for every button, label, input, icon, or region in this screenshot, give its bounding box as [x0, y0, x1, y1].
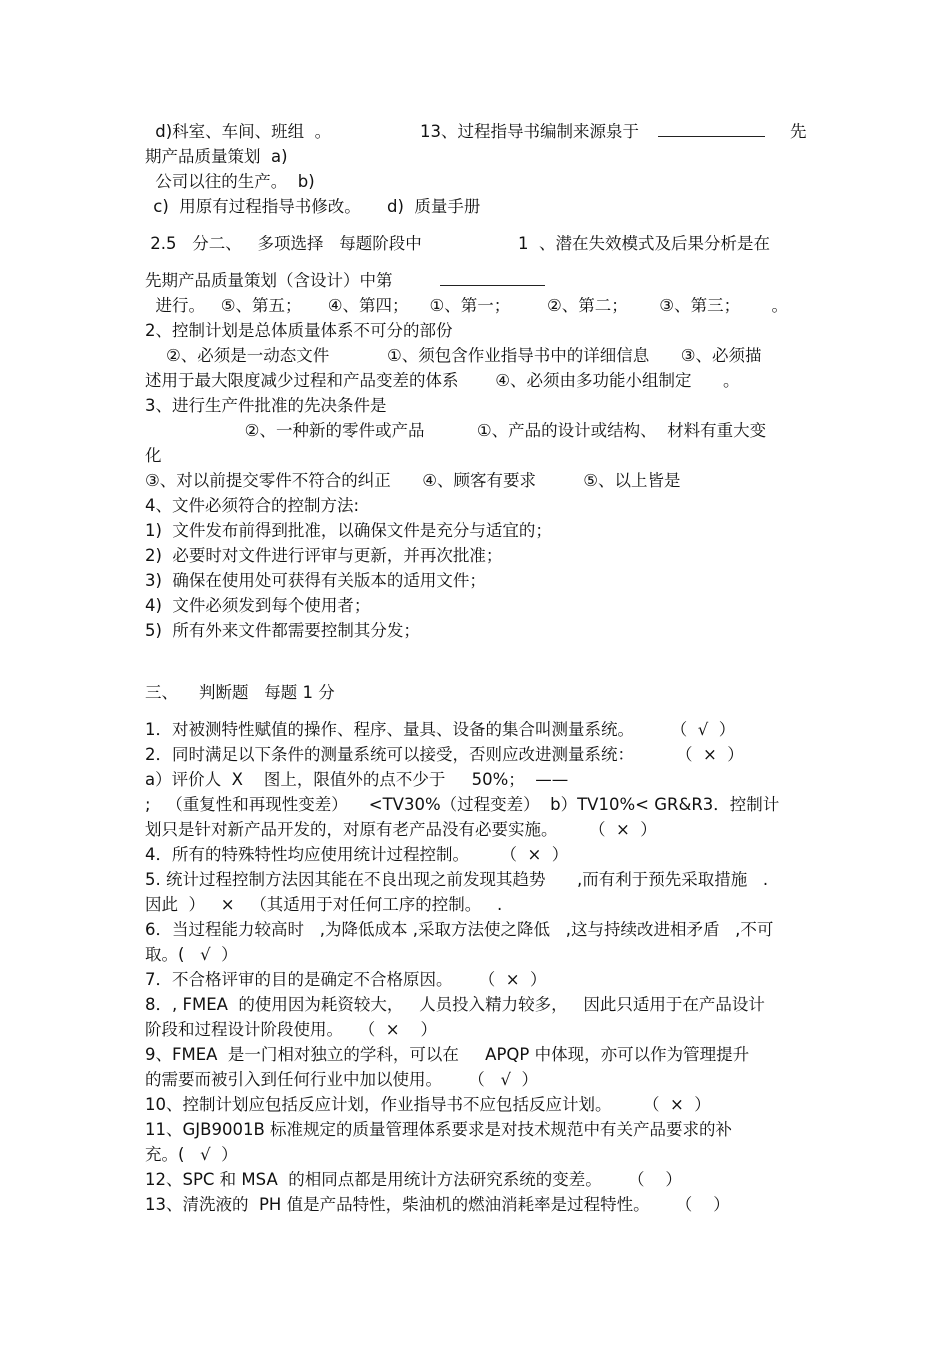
text-line-43: 13、清洗液的 PH 值是产品特性，柴油机的燃油消耗率是过程特性。 （ ）	[145, 1195, 730, 1214]
text-line-14: ②、一种新的零件或产品 ①、产品的设计或结构、 材料有重大变	[145, 421, 767, 440]
text-line-0: d)科室、车间、班组 。	[150, 122, 332, 141]
text-line-4: 公司以往的生产。 b)	[150, 172, 315, 191]
text-line-21: 4) 文件必须发到每个使用者；	[145, 596, 371, 615]
text-line-41: 充。( √ ）	[145, 1145, 238, 1164]
text-line-27: ; （重复性和再现性变差） <TV30%（过程变差） b）TV10%< GR&R3．控制计	[145, 795, 780, 814]
text-line-11: ②、必须是一动态文件 ①、须包含作业指导书中的详细信息 ③、必须描	[145, 346, 762, 365]
text-line-17: 4、文件必须符合的控制方法:	[145, 496, 360, 515]
text-line-32: 6．当过程能力较高时 ,为降低成本 ,采取方法使之降低 ,这与持续改进相矛盾 ,不可	[145, 920, 774, 939]
text-line-8: 先期产品质量策划（含设计）中第	[145, 271, 393, 290]
text-line-31: 因此 ） × （其适用于对任何工序的控制。 .	[145, 895, 503, 914]
text-line-35: 8．, FMEA 的使用因为耗资较大， 人员投入精力较多， 因此只适用于在产品设计	[145, 995, 765, 1014]
section-heading-true-false: 三、 判断题 每题 1 分	[145, 683, 335, 702]
text-line-3: 期产品质量策划 a)	[145, 147, 288, 166]
text-line-5: c) 用原有过程指导书修改。 d) 质量手册	[148, 197, 481, 216]
text-line-36: 阶段和过程设计阶段使用。 （ × ）	[145, 1020, 438, 1039]
text-line-9: 进行。 ⑤、第五； ④、第四； ①、第一； ②、第二； ③、第三； 。	[145, 296, 789, 315]
section-heading-multiple-choice: 2.5 分二、 多项选择 每题阶段中	[145, 234, 422, 253]
text-line-16: ③、对以前提交零件不符合的纠正 ④、顾客有要求 ⑤、以上皆是	[145, 471, 681, 490]
text-line-24: 1．对被测特性赋值的操作、程序、量具、设备的集合叫测量系统。 （ √ ）	[145, 720, 736, 739]
text-line-37: 9、FMEA 是一门相对独立的学科，可以在 APQP 中体现，亦可以作为管理提升	[145, 1045, 750, 1064]
answer-blank-13	[658, 122, 765, 137]
text-line-42: 12、SPC 和 MSA 的相同点都是用统计方法研究系统的变差。 （ ）	[145, 1170, 682, 1189]
text-line-40: 11、GJB9001B 标准规定的质量管理体系要求是对技术规范中有关产品要求的补	[145, 1120, 733, 1139]
text-line-30: 5. 统计过程控制方法因其能在不良出现之前发现其趋势 ,而有利于预先采取措施 .	[145, 870, 769, 889]
text-line-10: 2、控制计划是总体质量体系不可分的部份	[145, 321, 453, 340]
text-line-28: 划只是针对新产品开发的，对原有老产品没有必要实施。 （ × ）	[145, 820, 657, 839]
text-line-25: 2．同时满足以下条件的测量系统可以接受，否则应改进测量系统： （ × ）	[145, 745, 744, 764]
text-line-20: 3) 确保在使用处可获得有关版本的适用文件；	[145, 571, 486, 590]
text-line-18: 1) 文件发布前得到批准，以确保文件是充分与适宜的；	[145, 521, 552, 540]
text-line-34: 7．不合格评审的目的是确定不合格原因。 （ × ）	[145, 970, 547, 989]
text-line-29: 4．所有的特殊特性均应使用统计过程控制。 （ × ）	[145, 845, 569, 864]
text-line-15: 化	[145, 446, 162, 465]
text-line-2: 先	[790, 122, 807, 141]
text-line-33: 取。( √ ）	[145, 945, 238, 964]
text-line-39: 10、控制计划应包括反应计划，作业指导书不应包括反应计划。 （ × ）	[145, 1095, 711, 1114]
text-line-19: 2) 必要时对文件进行评审与更新，并再次批准；	[145, 546, 503, 565]
text-line-26: a）评价人 X 图上，限值外的点不少于 50%； ——	[145, 770, 569, 789]
answer-blank-1	[440, 271, 545, 286]
text-line-13: 3、进行生产件批准的先决条件是	[145, 396, 387, 415]
text-line-7: 1 、潜在失效模式及后果分析是在	[518, 234, 770, 253]
text-line-1: 13、过程指导书编制来源泉于	[420, 122, 639, 141]
text-line-38: 的需要而被引入到任何行业中加以使用。 （ √ ）	[145, 1070, 538, 1089]
text-line-22: 5) 所有外来文件都需要控制其分发；	[145, 621, 420, 640]
text-line-12: 述用于最大限度减少过程和产品变差的体系 ④、必须由多功能小组制定 。	[145, 371, 740, 390]
